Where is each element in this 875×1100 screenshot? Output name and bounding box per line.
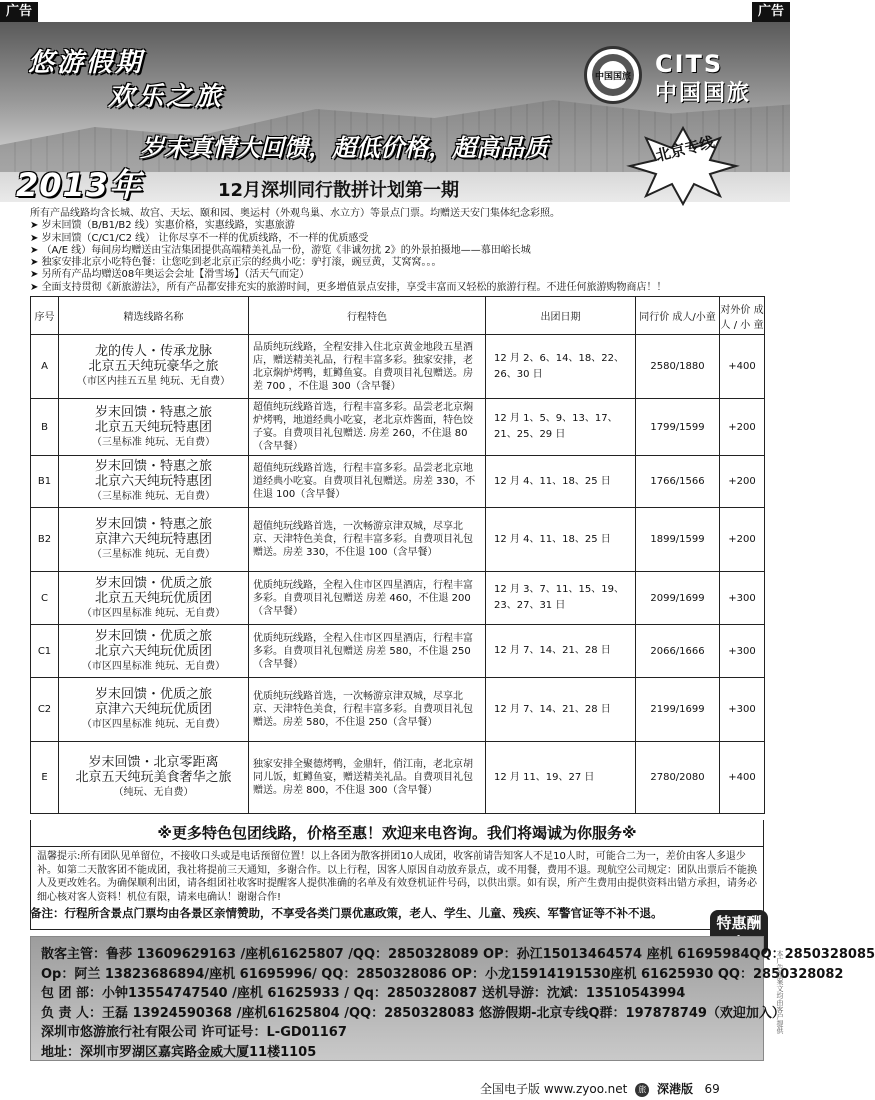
headline: 岁末真情大回馈，超低价格，超高品质 [140,134,548,162]
row-name: 岁末回馈・优质之旅 北京五天纯玩优质团 （市区四星标准 纯玩、无自费） [59,572,249,625]
table-row [31,456,765,508]
row-name: 岁末回馈・特惠之旅 北京五天纯玩特惠团 （三星标准 纯玩、无自费） [59,399,249,456]
row-code: C1 [31,625,59,678]
contact-line: 地址：深圳市罗湖区嘉宾路金威大厦11楼1105 [41,1044,317,1060]
table-row [31,742,765,814]
row-features: 优质纯玩线路，全程入住市区四星酒店，行程丰富多彩。自费项目礼包赠送 房差 580，不住退 250（含早餐） [249,625,486,678]
row-price: 1899/1599 [636,508,720,572]
row-dates: 12 月 2、6、14、18、22、26、30 日 [486,335,636,399]
table-header [31,297,765,335]
row-extra: +400 [720,335,765,399]
row-code: B1 [31,456,59,508]
row-dates: 12 月 4、11、18、25 日 [486,456,636,508]
row-price: 1766/1566 [636,456,720,508]
row-code: C [31,572,59,625]
col-features: 行程特色 [249,297,486,335]
col-seq: 序号 [31,297,59,335]
row-features: 优质纯玩线路首选，一次畅游京津双城，尽享北京、天津特色美食，行程丰富多彩。自费项目礼包赠送。房差 580，不住退 250（含早餐） [249,678,486,742]
col-dates: 出团日期 [486,297,636,335]
contact-line: 负 责 人：王磊 13924590368 /座机61625804 /QQ：2850328083 悠游假期-北京专线Q群：197878749（欢迎加入） [41,1005,785,1021]
contact-line: 包 团 部：小钟13554747540 /座机 61625933 / Qq：2850328087 送机导游：沈斌：13510543994 [41,986,686,1001]
row-dates: 12 月 11、19、27 日 [486,742,636,814]
row-name: 龙的传人・传承龙脉 北京五天纯玩豪华之旅 （市区内挂五五星 纯玩、无自费） [59,335,249,399]
row-name: 岁末回馈・优质之旅 京津六天纯玩优质团 （市区四星标准 纯玩、无自费） [59,678,249,742]
row-price: 2580/1880 [636,335,720,399]
table-row [31,508,765,572]
row-extra: +400 [720,742,765,814]
contact-line: 深圳市悠游旅行社有限公司 许可证号：L-GD01167 [41,1025,347,1040]
row-code: C2 [31,678,59,742]
ad-label-left: 广告 [0,2,38,22]
row-dates: 12 月 7、14、21、28 日 [486,625,636,678]
col-peer-price: 同行价 成人/小童 [636,297,720,335]
row-code: B2 [31,508,59,572]
footer-logo-icon: 旅 [635,1083,649,1097]
page-footer [480,1080,780,1097]
page-number: 69 [704,1082,720,1096]
note-item: ➤ 独家安排北京小吃特色餐：让您吃到老北京正宗的经典小吃：驴打滚，豌豆黄，艾窝窝。。。 [30,257,442,269]
row-dates: 12 月 4、11、18、25 日 [486,508,636,572]
slogan-line2: 欢乐之旅 [108,82,225,112]
row-features: 超值纯玩线路首选，行程丰富多彩。品尝老北京地道经典小吃宴。自费项目礼包赠送。房差 330，不住退 100（含早餐） [249,456,486,508]
note-item: ➤ （A/E 线）每间房均赠送由宝洁集团提供高端精美礼品一份，游览《非诚勿扰 2》的外景拍摄地——慕田峪长城 [30,244,531,256]
note-item: ➤ 另所有产品均赠送08年奥运会会址【滑雪场】（活天气而定） [30,269,310,281]
col-public-price: 对外价 成 人 / 小 童 [720,297,765,335]
note-item: ➤ 全面支持贯彻《新旅游法》，所有产品都安排充实的旅游时间，更多增值景点安排，享受丰富而又轻松的旅游行程。不进任何旅游购物商店！！ [30,281,667,293]
row-code: B [31,399,59,456]
row-name: 岁末回馈・北京零距离 北京五天纯玩美食奢华之旅 （纯玩、无自费） [59,742,249,814]
row-code: A [31,335,59,399]
row-extra: +200 [720,399,765,456]
row-name: 岁末回馈・特惠之旅 北京六天纯玩特惠团 （三星标准 纯玩、无自费） [59,456,249,508]
contact-line: Op：阿兰 13823686894/座机 61695996/ QQ：2850328086 OP：小龙15914191530座机 61625930 QQ：2850328082 [41,966,844,982]
logo-en: CITS [655,50,724,78]
row-price: 2199/1699 [636,678,720,742]
row-extra: +300 [720,625,765,678]
cits-logo-icon [584,46,642,104]
table-row [31,678,765,742]
row-name: 岁末回馈・特惠之旅 京津六天纯玩特惠团 （三星标准 纯玩、无自费） [59,508,249,572]
notes-list [30,208,764,294]
row-features: 超值纯玩线路首选，行程丰富多彩。品尝老北京焖炉烤鸭，地道经典小吃宴，老北京炸酱面，特色饺子宴。自费项目礼包赠送. 房差 260，不住退 80（含早餐） [249,399,486,456]
note-item: ➤ 岁末回馈（C/C1/C2 线） 让你尽享不一样的优质线路，不一样的优质感受 [30,232,369,244]
routes-table [30,296,765,814]
row-extra: +300 [720,572,765,625]
note-item: ➤ 岁末回馈（B/B1/B2 线）实惠价格，实惠线路，实惠旅游 [30,220,295,232]
row-extra: +200 [720,508,765,572]
row-features: 优质纯玩线路，全程入住市区四星酒店，行程丰富多彩。自费项目礼包赠送 房差 460，不住退 200（含早餐） [249,572,486,625]
row-extra: +200 [720,456,765,508]
logo-cn: 中国国旅 [655,81,752,106]
row-price: 2099/1699 [636,572,720,625]
row-extra: +300 [720,678,765,742]
star-badge-text: 北京专线 [653,133,717,165]
table-row [31,399,765,456]
table-row [31,335,765,399]
row-dates: 12 月 1、5、9、13、17、21、25、29 日 [486,399,636,456]
row-name: 岁末回馈・优质之旅 北京六天纯玩优质团 （市区四星标准 纯玩、无自费） [59,625,249,678]
note-item: 所有产品线路均含长城、故宫、天坛、颐和园、奥运村（外观鸟巢、水立方）等景点门票。均赠送天安门集体纪念彩照。 [30,208,560,219]
table-row [31,625,765,678]
year-title: 2013年 [16,166,143,204]
row-price: 1799/1599 [636,399,720,456]
side-note: 本广告图案文均由客户提供 [776,950,784,1034]
ad-label-right: 广告 [752,2,790,22]
special-offer-badge: 特惠酬 [710,910,768,956]
table-row [31,572,765,625]
remark: 备注：行程所含景点门票均由各景区亲情赞助，不享受各类门票优惠政策，老人、学生、儿童、残疾、军警官证等不补不退。 [30,906,663,920]
row-features: 品质纯玩线路，全程安排入住北京黄金地段五星酒店，赠送精美礼品，行程丰富多彩。独家安排，老北京焖炉烤鸭，虹鳟鱼宴。自费项目礼包赠送。房差 700 ，不住退 300（含早餐） [249,335,486,399]
row-features: 超值纯玩线路首选，一次畅游京津双城，尽享北京、天津特色美食，行程丰富多彩。自费项目礼包赠送。房差 330，不住退 100（含早餐） [249,508,486,572]
warm-tips: 温馨提示:所有团队见单留位，不接收口头或是电话预留位置！以上各团为散客拼团10人成团，收客前请告知客人不足10人时，可能合二为一，差价由客人多退少补。如第二天散客团不能成团，我社将提前三天通知，多谢合作。以上行程，因客人原因自动放弃景点，或不用餐，费用不退。现航空公司规定：团队出票后不能换人及更改姓名。为确保顺利出团，请各组团社收客时提醒客人提供准确的名单及有效登机证件号码，以供出票。如有误，所产生费用由提供资料出错方承担，请务必细心核对客人资料！机位有限，请来电确认！谢谢合作! [30,847,764,930]
col-route: 精选线路名称 [59,297,249,335]
row-price: 2780/2080 [636,742,720,814]
row-code: E [31,742,59,814]
row-dates: 12 月 3、7、11、15、19、23、27、31 日 [486,572,636,625]
footer-edition: 深港版 [657,1082,694,1096]
service-message: ※更多特色包团线路，价格至惠！欢迎来电咨询。我们将竭诚为你服务※ [30,820,764,847]
row-price: 2066/1666 [636,625,720,678]
star-burst-icon [628,126,738,206]
row-features: 独家安排全聚德烤鸭，金鼎轩，俏江南，老北京胡同儿饭，虹鳟鱼宴，赠送精美礼品。自费项目礼包赠送。房差 800，不住退 300（含早餐） [249,742,486,814]
logo-badge-text: 中国国旅 [594,72,632,82]
row-dates: 12 月 7、14、21、28 日 [486,678,636,742]
subheadline: 12月深圳同行散拼计划第一期 [218,180,460,201]
slogan-line1: 悠游假期 [28,48,145,78]
contact-line: 散客主管：鲁莎 13609629163 /座机61625807 /QQ：2850328089 OP：孙江15013464574 座机 61695984QQ：2850328085 [41,947,875,962]
footer-site: 全国电子版 www.zyoo.net [480,1082,628,1096]
